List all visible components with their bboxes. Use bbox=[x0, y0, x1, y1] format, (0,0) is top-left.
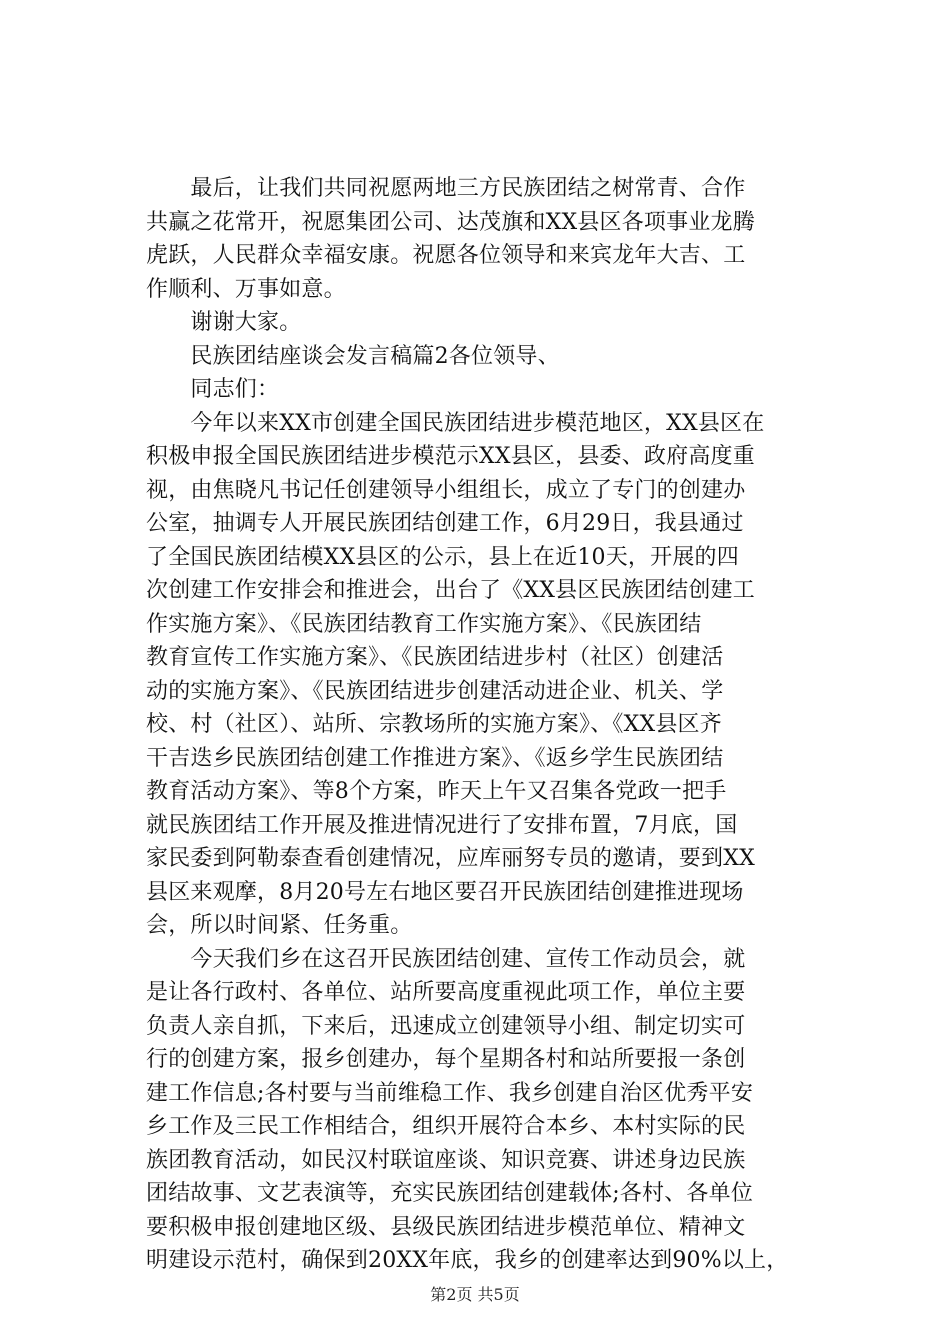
text-line: 民族团结座谈会发言稿篇2各位领导、 bbox=[146, 343, 560, 369]
text-line: 视，由焦晓凡书记任创建领导小组组长，成立了专门的创建办 bbox=[146, 477, 746, 503]
text-line: 就民族团结工作开展及推进情况进行了安排布置，7月底，国 bbox=[146, 812, 738, 838]
text-line: 族团教育活动，如民汉村联谊座谈、知识竞赛、讲述身边民族 bbox=[146, 1147, 746, 1173]
text-line: 团结故事、文艺表演等，充实民族团结创建载体;各村、各单位 bbox=[146, 1181, 754, 1206]
text-line: 干吉迭乡民族团结创建工作推进方案》、《返乡学生民族团结 bbox=[146, 745, 724, 771]
text-line: 虎跃，人民群众幸福安康。祝愿各位领导和来宾龙年大吉、工 bbox=[146, 243, 746, 268]
text-line: 动的实施方案》、《民族团结进步创建活动进企业、机关、学 bbox=[146, 678, 724, 704]
text-line: 公室，抽调专人开展民族团结创建工作，6月29日，我县通过 bbox=[146, 511, 744, 536]
text-line: 乡工作及三民工作相结合，组织开展符合本乡、本村实际的民 bbox=[146, 1114, 746, 1139]
text-line: 了全国民族团结模XX县区的公示，县上在近10天，开展的四 bbox=[146, 544, 739, 570]
text-line: 积极申报全国民族团结进步模范示XX县区，县委、政府高度重 bbox=[146, 444, 755, 469]
text-line: 次创建工作安排会和推进会，出台了《XX县区民族团结创建工 bbox=[146, 578, 755, 603]
text-line: 作实施方案》、《民族团结教育工作实施方案》、《民族团结 bbox=[146, 611, 702, 637]
text-line: 明建设示范村，确保到20XX年底，我乡的创建率达到90%以上， bbox=[146, 1248, 789, 1273]
text-line: 家民委到阿勒泰查看创建情况，应库丽努专员的邀请，要到XX bbox=[146, 846, 755, 871]
text-line: 负责人亲自抓，下来后，迅速成立创建领导小组、制定切实可 bbox=[146, 1013, 746, 1039]
text-line: 建工作信息;各村要与当前维稳工作、我乡创建自治区优秀平安 bbox=[146, 1080, 754, 1106]
text-line: 最后，让我们共同祝愿两地三方民族团结之树常青、合作 bbox=[146, 176, 746, 201]
text-line: 作顺利、万事如意。 bbox=[146, 276, 346, 302]
text-line: 要积极申报创建地区级、县级民族团结进步模范单位、精神文 bbox=[146, 1214, 746, 1240]
page-footer bbox=[0, 1284, 950, 1306]
text-line: 谢谢大家。 bbox=[146, 310, 302, 335]
text-line: 教育宣传工作实施方案》、《民族团结进步村（社区）创建活 bbox=[146, 645, 724, 670]
text-line: 校、村（社区）、站所、宗教场所的实施方案》、《XX县区齐 bbox=[146, 712, 722, 737]
text-line: 会，所以时间紧、任务重。 bbox=[146, 913, 413, 938]
text-line: 同志们： bbox=[146, 377, 280, 402]
text-line: 教育活动方案》、等8个方案，昨天上午又召集各党政一把手 bbox=[146, 779, 727, 804]
text-line: 是让各行政村、各单位、站所要高度重视此项工作，单位主要 bbox=[146, 980, 746, 1005]
text-line: 共赢之花常开，祝愿集团公司、达茂旗和XX县区各项事业龙腾 bbox=[146, 209, 755, 235]
body-text bbox=[146, 172, 836, 1278]
page-number-label: 第2页 共5页 bbox=[430, 1285, 520, 1304]
text-line: 行的创建方案，报乡创建办，每个星期各村和站所要报一条创 bbox=[146, 1047, 746, 1072]
text-line: 今年以来XX市创建全国民族团结进步模范地区，XX县区在 bbox=[146, 410, 765, 436]
text-line: 县区来观摩，8月20号左右地区要召开民族团结创建推进现场 bbox=[146, 879, 744, 905]
text-line: 今天我们乡在这召开民族团结创建、宣传工作动员会，就 bbox=[146, 946, 746, 972]
